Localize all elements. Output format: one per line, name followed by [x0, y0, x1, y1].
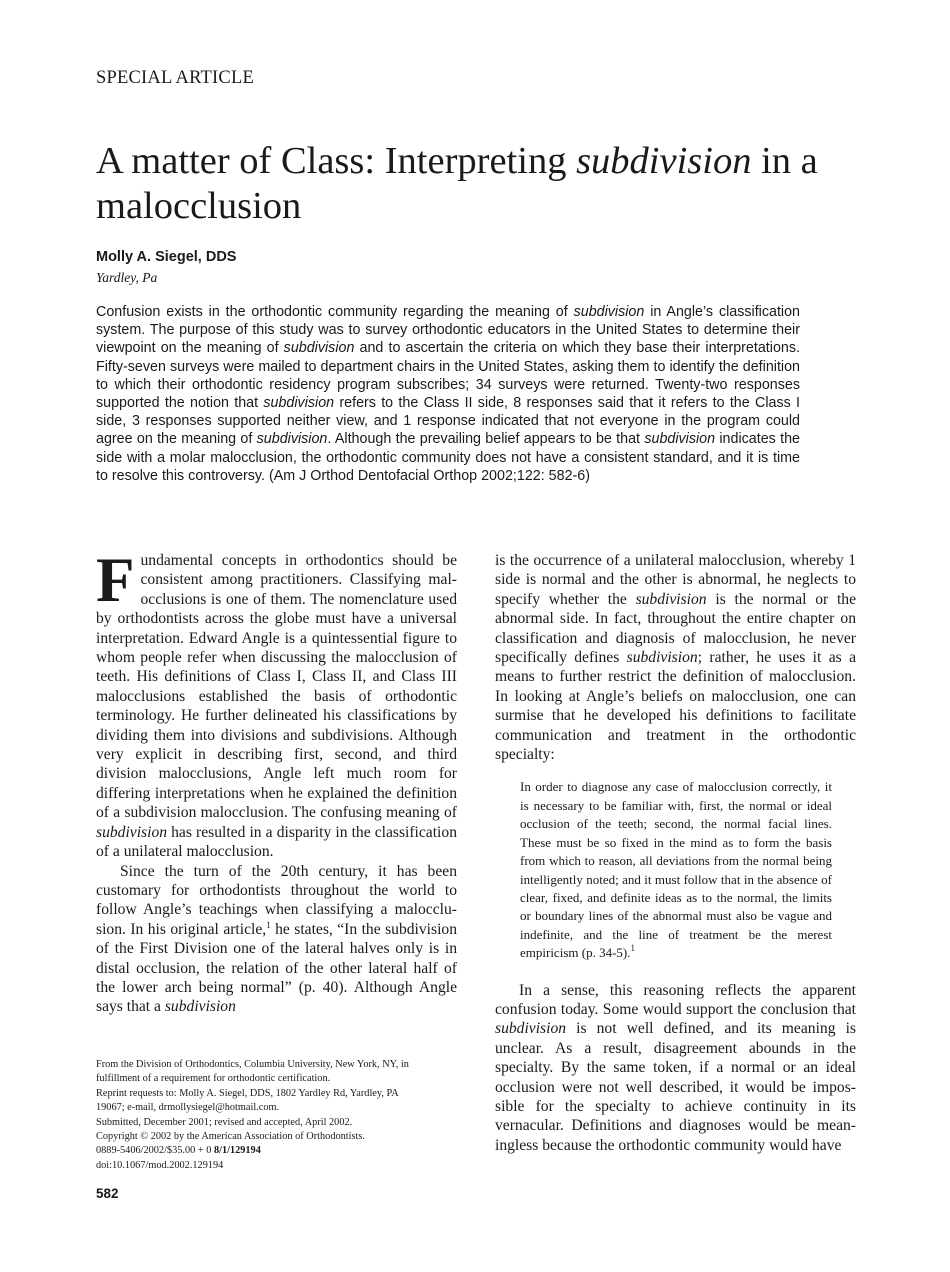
- paragraph-text: In a sense, this reasoning reflects the apparent confusion today. Some would support the conclusion that: [495, 981, 856, 1018]
- footnote-line: Submitted, December 2001; revised and accepted, April 2002.: [96, 1116, 353, 1128]
- title-part1: A matter of Class: Interpreting: [96, 140, 577, 182]
- abstract-term: subdivision: [283, 340, 355, 357]
- page-number: 582: [96, 1186, 119, 1201]
- abstract-term: subdivision: [256, 431, 328, 448]
- abstract-text: Confusion exists in the orthodontic community regarding the meaning of: [96, 304, 574, 320]
- paragraph-text: Since the turn of the 20th century, it has been customary for orthodontists throughout the world to follow Angle’s teachings when classifying a malocclusion. In his original article,: [96, 862, 457, 938]
- author-name: Molly A. Siegel, DDS: [96, 249, 237, 265]
- reference-1: 1: [630, 943, 635, 954]
- footnote-line: From the Division of Orthodontics, Columbia University, New York, NY, in: [96, 1059, 409, 1070]
- abstract-text: in Angle’s classification system. The purpose of this study was to survey orthodontic educators in the United States to determine their viewpoint on the meaning of: [96, 304, 800, 357]
- abstract: [96, 303, 800, 485]
- paragraph-text: ; rather, he uses it as a means to further restrict the definition of malocclusion. In looking at Angle’s beliefs on malocclusion, one can surmise that he developed his definitions to facilitate communication and treatment in the orthodontic specialty:: [495, 649, 856, 764]
- paragraph-3: [495, 981, 856, 1156]
- article-code: 8/1/129194: [213, 1145, 261, 1157]
- paragraph-2: [96, 862, 457, 1017]
- paragraph-term: subdivision: [626, 649, 698, 667]
- paragraph-1: [96, 545, 457, 862]
- abstract-term: subdivision: [573, 304, 645, 320]
- reference-1: 1: [266, 919, 271, 930]
- abstract-text: refers to the Class II side, 8 responses said that it refers to the Class I side, 3 responses supported neither view, and 1 response indicated that not everyone in the program could agree on the meaning of: [96, 395, 800, 448]
- footnote-line: [96, 1144, 458, 1158]
- abstract-text: and to ascertain the criteria on which they base their interpretations. Fifty-seven surveys were mailed to department chairs in the United States, asking them to identify the definition to which their orthodontic residency program subscribes; 34 surveys were returned. Twenty-two responses supported the notion that: [96, 340, 800, 412]
- paragraph-text: he states, “In the subdivision of the First Division one of the lateral halves only is in distal occlusion, the relation of the other lateral half of the lower arch being normal” (p. 40). Although Angle says that a: [96, 920, 457, 1016]
- paragraph-text: undamental concepts in orthodontics should be consistent among practitioners. Classifying malocclusions is one of them. The nomenclature used by orthodontists across the globe must have a universal interpretation. Edward Angle is a quintessential figure to whom people refer when discussing the malocclusion of teeth. His definitions of Class I, Class II, and Class III malocclusions established the basis of orthodontic terminology. He further delineated his classifications by dividing them into divisions and subdivisions. Although very explicit in describing first, second, and third division malocclusions, Angle left much room for differing interpretations when he explained the definition of a subdivision malocclusion. The confusing meaning of: [96, 552, 457, 822]
- paragraph-term: subdivision: [96, 823, 168, 841]
- paragraph-text: has resulted in a disparity in the classification of a unilateral malocclusion.: [96, 823, 457, 861]
- paragraph-2-continued: [495, 551, 856, 764]
- block-quote: [520, 778, 832, 962]
- footnote-line: 19067; e-mail, drmollysiegel@hotmail.com.: [96, 1102, 280, 1114]
- footnote-line: doi:10.1067/mod.2002.129194: [96, 1159, 224, 1171]
- author-location: Yardley, Pa: [96, 270, 158, 285]
- abstract-term: subdivision: [644, 431, 716, 448]
- footnotes: [96, 1058, 458, 1173]
- issn-text: 0889-5406/2002/$35.00 + 0: [96, 1145, 214, 1157]
- paragraph-text: is not well defined, and its meaning is unclear. As a result, disagreement abounds in the specialty. By the same token, if a normal or an ideal occlusion were not well described, it would be impossible for the specialty to achieve continuity in its vernacular. Definitions and diagnoses would be meaningless because the orthodontic community would have: [495, 1020, 856, 1154]
- paragraph-term: subdivision: [495, 1020, 567, 1038]
- abstract-term: subdivision: [263, 395, 335, 412]
- abstract-text: indicates the side with a molar malocclusion, the orthodontic community does not have a consistent standard, and it is time to resolve this controversy. (Am J Orthod Dentofacial Orthop 2002;122: 582-6): [96, 431, 800, 484]
- paragraph-term: subdivision: [164, 998, 236, 1016]
- paragraph-text: is the occurrence of a unilateral malocclusion, whereby 1 side is normal and the other is abnormal, he neglects to specify whether the: [495, 552, 856, 608]
- footnote-line: fulfillment of a requirement for orthodontic certification.: [96, 1073, 331, 1085]
- paragraph-term: subdivision: [635, 590, 707, 608]
- body-column-left: [96, 545, 457, 1017]
- paragraph-text: is the normal or the abnormal side. In fact, throughout the entire chapter on classification and diagnosis of malocclusion, he never specifically defines: [495, 590, 857, 667]
- title-italic-term: subdivision: [576, 140, 752, 182]
- article-title: [96, 139, 896, 229]
- section-label: SPECIAL ARTICLE: [96, 68, 254, 88]
- quote-text: In order to diagnose any case of malocclusion correctly, it is necessary to be familiar with, first, the normal or ideal occlusion of the teeth; second, the normal facial lines. These must be so fixed in the mind as to form the basis from which to reason, all deviations from the normal being intelligently noted; and it must follow that in the absence of clear, fixed, and definite ideas as to the normal, the limits or boundary lines of the abnormal must also be vague and indefinite, and the line of treatment be the merest empiricism (p. 34-5).: [520, 779, 832, 961]
- body-column-right: [495, 551, 856, 1155]
- footnote-line: Copyright © 2002 by the American Association of Orthodontists.: [96, 1131, 365, 1143]
- footnote-line: Reprint requests to: Molly A. Siegel, DDS, 1802 Yardley Rd, Yardley, PA: [96, 1087, 399, 1099]
- drop-cap: F: [96, 545, 135, 615]
- title-part2: in a malocclusion: [96, 140, 818, 227]
- abstract-text: . Although the prevailing belief appears to be that: [327, 431, 645, 448]
